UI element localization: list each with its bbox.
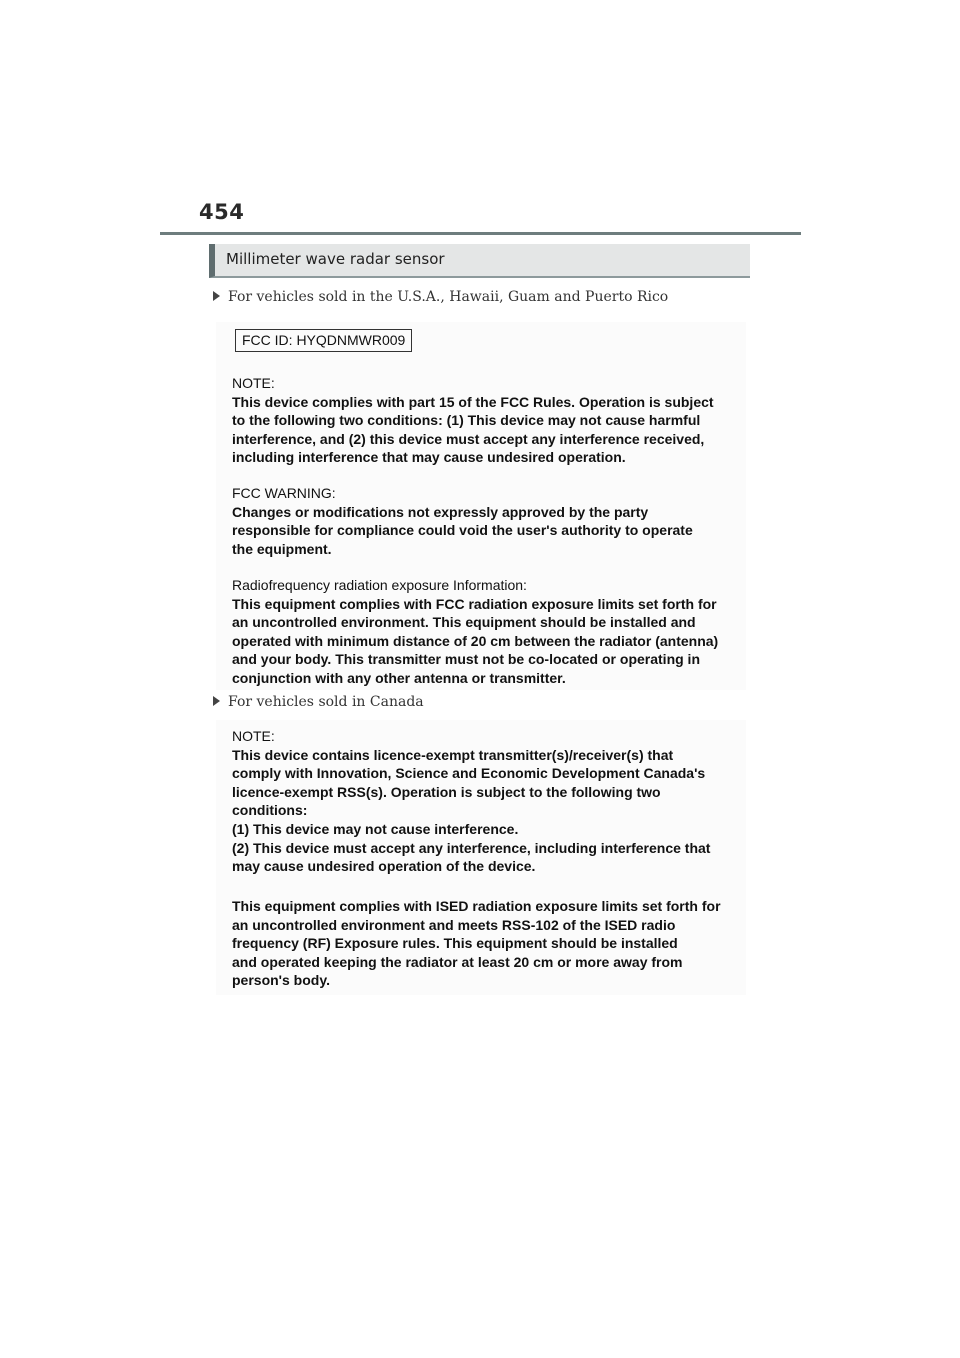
triangle-bullet-icon xyxy=(213,696,220,706)
section-header xyxy=(209,244,750,278)
bullet-us xyxy=(213,289,668,305)
exposure-line: person's body. xyxy=(232,972,330,989)
fcc-id-box: FCC ID: HYQDNMWR009 xyxy=(235,329,412,352)
rf-exposure-block xyxy=(232,576,718,688)
rf-line: and your body. This transmitter must not be co-located or operating in xyxy=(232,651,701,668)
exposure-line: and operated keeping the radiator at least 20 cm or more away from xyxy=(232,953,683,970)
bullet-canada xyxy=(213,694,424,710)
note-line: (1) This device may not cause interference. xyxy=(232,820,519,837)
page-number: 454 xyxy=(199,200,245,224)
warning-line: the equipment. xyxy=(232,540,332,557)
exposure-line: frequency (RF) Exposure rules. This equipment should be installed xyxy=(232,935,678,952)
note-line: including interference that may cause undesired operation. xyxy=(232,449,626,466)
note-line: comply with Innovation, Science and Economic Development Canada's xyxy=(232,765,706,782)
warning-line: responsible for compliance could void the user's authority to operate xyxy=(232,522,693,539)
note-line: (2) This device must accept any interference, including interference that xyxy=(232,839,711,856)
note-line: to the following two conditions: (1) This device may not cause harmful xyxy=(232,412,701,429)
header-rule xyxy=(160,232,801,235)
rf-line: This equipment complies with FCC radiation exposure limits set forth for xyxy=(232,595,717,612)
fcc-warning-block xyxy=(232,484,693,558)
note-line: This device contains licence-exempt transmitter(s)/receiver(s) that xyxy=(232,746,674,763)
note-heading: NOTE: xyxy=(232,375,275,391)
note-line: This device complies with part 15 of the FCC Rules. Operation is subject xyxy=(232,393,714,410)
warning-line: Changes or modifications not expressly approved by the party xyxy=(232,503,649,520)
bullet-canada-text: For vehicles sold in Canada xyxy=(228,694,424,710)
rf-line: an uncontrolled environment. This equipment should be installed and xyxy=(232,614,696,631)
exposure-line: This equipment complies with ISED radiation exposure limits set forth for xyxy=(232,898,721,914)
rf-line: operated with minimum distance of 20 cm between the radiator (antenna) xyxy=(232,632,719,649)
warning-heading: FCC WARNING: xyxy=(232,485,336,501)
fcc-note-block xyxy=(232,374,714,467)
note-line: interference, and (2) this device must accept any interference received, xyxy=(232,430,705,447)
note-line: conditions: xyxy=(232,802,308,819)
ised-note-block xyxy=(232,727,710,876)
rf-heading: Radiofrequency radiation exposure Information: xyxy=(232,577,527,593)
note-line: may cause undesired operation of the device. xyxy=(232,858,536,875)
bullet-us-text: For vehicles sold in the U.S.A., Hawaii, Guam and Puerto Rico xyxy=(228,289,669,305)
note-heading: NOTE: xyxy=(232,728,275,744)
exposure-line: an uncontrolled environment and meets RSS-102 of the ISED radio xyxy=(232,916,676,933)
triangle-bullet-icon xyxy=(213,291,220,301)
note-line: licence-exempt RSS(s). Operation is subject to the following two xyxy=(232,783,661,800)
section-title: Millimeter wave radar sensor xyxy=(226,250,445,268)
ised-exposure-block xyxy=(232,897,721,990)
rf-line: conjunction with any other antenna or transmitter. xyxy=(232,669,566,686)
